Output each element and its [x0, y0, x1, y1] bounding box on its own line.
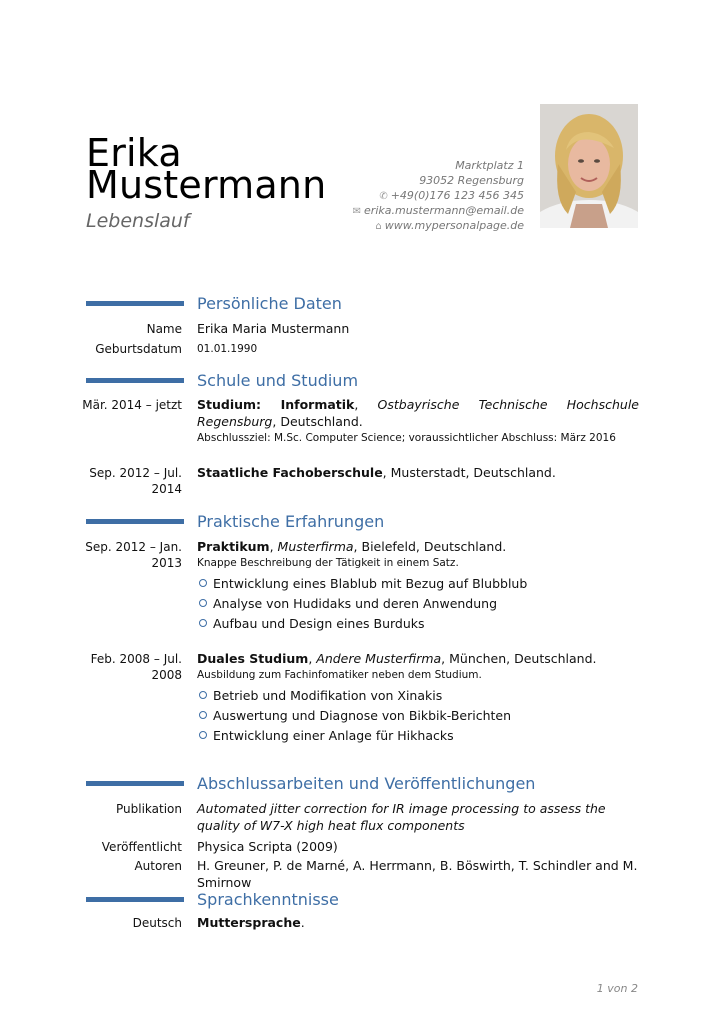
experience-2-date-line2: 2008: [151, 668, 182, 682]
contact-city: 93052 Regensburg: [419, 174, 524, 187]
education-1-entry: Studium: Informatik, Ostbayrische Technische Hochschule Regensburg, Deutschland.: [197, 397, 639, 429]
experience-1-role: Praktikum: [197, 539, 270, 554]
person-photo-icon: [540, 104, 638, 228]
first-name: Erika: [86, 131, 182, 175]
home-icon: ⌂: [375, 221, 382, 232]
experience-2-role: Duales Studium: [197, 651, 309, 666]
education-1-note: Abschlussziel: M.Sc. Computer Science; voraussichtlicher Abschluss: März 2016: [197, 432, 616, 444]
list-item: Auswertung und Diagnose von Bikbik-Berichten: [199, 707, 511, 724]
list-item: Betrieb und Modifikation von Xinakis: [199, 687, 442, 704]
value-published: Physica Scripta (2009): [197, 839, 338, 854]
label-authors: Autoren: [134, 859, 182, 873]
experience-1-date-line1: Sep. 2012 – Jan.: [85, 540, 182, 554]
experience-1-description: Knappe Beschreibung der Tätigkeit in einem Satz.: [197, 557, 459, 569]
section-title-experience: Praktische Erfahrungen: [197, 512, 385, 531]
phone-icon: ✆: [379, 191, 388, 202]
page-number: 1 von 2: [596, 982, 638, 995]
profile-photo: [540, 104, 638, 228]
value-birthdate: 01.01.1990: [197, 343, 258, 355]
value-authors: H. Greuner, P. de Marné, A. Herrmann, B. Böswirth, T. Schindler and M. Smirnow: [197, 858, 638, 890]
list-item: Analyse von Hudidaks und deren Anwendung: [199, 595, 497, 612]
bullet-icon: [199, 619, 207, 627]
bullet-icon: [199, 731, 207, 739]
bullet-icon: [199, 691, 207, 699]
education-1-institution: Ostbayrische Technische Hochschule Regensburg: [197, 397, 639, 429]
value-name: Erika Maria Mustermann: [197, 321, 350, 336]
experience-1-entry: Praktikum, Musterfirma, Bielefeld, Deutschland.: [197, 539, 507, 554]
last-name: Mustermann: [86, 163, 327, 207]
list-item: Entwicklung einer Anlage für Hikhacks: [199, 727, 454, 744]
education-1-degree: Studium: Informatik: [197, 397, 355, 412]
experience-1-company: Musterfirma: [277, 539, 354, 554]
section-title-languages: Sprachkenntnisse: [197, 890, 339, 909]
bullet-icon: [199, 579, 207, 587]
bullet-icon: [199, 711, 207, 719]
contact-email[interactable]: ✉ erika.mustermann@email.de: [352, 204, 524, 217]
section-bar-publications: [86, 781, 184, 786]
document-subtitle: Lebenslauf: [86, 210, 190, 232]
section-bar-experience: [86, 519, 184, 524]
label-published: Veröffentlicht: [101, 840, 182, 854]
section-title-publications: Abschlussarbeiten und Veröffentlichungen: [197, 774, 536, 793]
envelope-icon: ✉: [352, 206, 362, 217]
education-2-date-line2: 2014: [151, 482, 182, 496]
experience-2-date-line1: Feb. 2008 – Jul.: [90, 652, 182, 666]
experience-2-description: Ausbildung zum Fachinfomatiker neben dem Studium.: [197, 669, 482, 681]
experience-2-company: Andere Musterfirma: [316, 651, 442, 666]
contact-street: Marktplatz 1: [455, 159, 524, 172]
list-item: Entwicklung eines Blablub mit Bezug auf Blubblub: [199, 575, 527, 592]
contact-homepage[interactable]: ⌂ www.mypersonalpage.de: [375, 219, 524, 232]
section-bar-languages: [86, 897, 184, 902]
label-name: Name: [146, 322, 182, 336]
label-publication: Publikation: [116, 802, 182, 816]
experience-2-entry: Duales Studium, Andere Musterfirma, München, Deutschland.: [197, 651, 597, 666]
education-2-date-line1: Sep. 2012 – Jul.: [89, 466, 182, 480]
section-title-education: Schule und Studium: [197, 371, 359, 390]
education-2-entry: Staatliche Fachoberschule, Musterstadt, Deutschland.: [197, 465, 556, 480]
value-language-german: Muttersprache.: [197, 915, 305, 930]
contact-phone: ✆ +49(0)176 123 456 345: [379, 189, 524, 202]
label-language-german: Deutsch: [132, 916, 182, 930]
education-2-degree: Staatliche Fachoberschule: [197, 465, 383, 480]
section-bar-education: [86, 378, 184, 383]
label-birthdate: Geburtsdatum: [95, 342, 182, 356]
value-publication: Automated jitter correction for IR image processing to assess the quality of W7-X high heat flux components: [197, 801, 606, 833]
section-title-personal: Persönliche Daten: [197, 294, 342, 313]
section-bar-personal: [86, 301, 184, 306]
bullet-icon: [199, 599, 207, 607]
list-item: Aufbau und Design eines Burduks: [199, 615, 425, 632]
experience-1-date-line2: 2013: [151, 556, 182, 570]
education-1-date: Mär. 2014 – jetzt: [82, 398, 182, 412]
